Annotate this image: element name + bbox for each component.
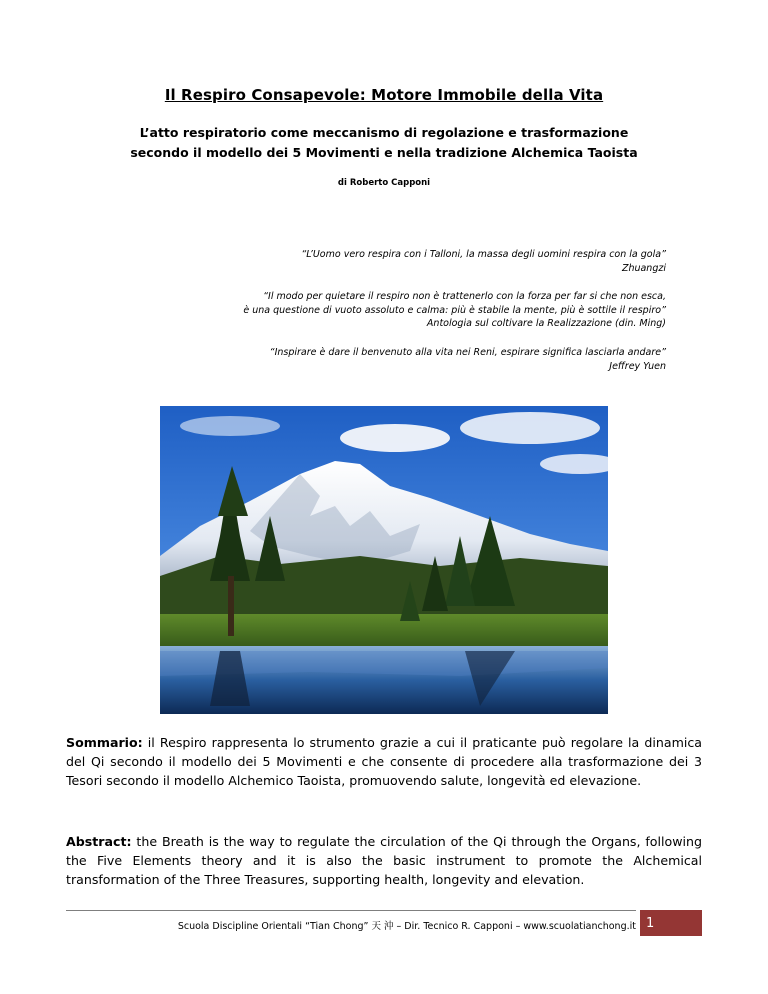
quote-source: Antologia sul coltivare la Realizzazione (din. Ming)	[426, 318, 666, 329]
quote-source: Zhuangzi	[621, 262, 666, 274]
quote-text: è una questione di vuoto assoluto e calma: più è stabile la mente, più è sottile il respiro”	[243, 304, 666, 316]
footer-divider	[66, 910, 636, 911]
abstract-paragraph	[66, 832, 702, 889]
document-title: Il Respiro Consapevole: Motore Immobile della Vita	[164, 86, 604, 104]
page-number: 1	[646, 915, 655, 931]
abstract-label: Abstract:	[66, 834, 132, 849]
epigraph-quote-1	[301, 248, 666, 275]
author-byline: di Roberto Capponi	[337, 178, 431, 188]
quote-text: “L’Uomo vero respira con i Talloni, la massa degli uomini respira con la gola”	[301, 249, 666, 260]
abstract-text: the Breath is the way to regulate the circulation of the Qi through the Organs, following the Five Elements theory and it is also the basic instrument to promote the Alchemical transformation of the Three Treasures, supporting health, longevity and elevation.	[66, 834, 702, 887]
mountain-lake-photo	[160, 406, 608, 714]
quote-text: “Il modo per quietare il respiro non è trattenerlo con la forza per far si che non esca,	[263, 291, 666, 302]
epigraph-quote-2	[243, 290, 666, 331]
subtitle-line-2: secondo il modello dei 5 Movimenti e nella tradizione Alchemica Taoista	[130, 145, 638, 160]
document-subtitle	[0, 123, 768, 163]
summary-paragraph	[66, 733, 702, 790]
footer-text: Scuola Discipline Orientali “Tian Chong” 天 沖 – Dir. Tecnico R. Capponi – www.scuolatianchong.it	[177, 921, 636, 932]
page-number-badge	[640, 910, 702, 936]
subtitle-line-1: L’atto respiratorio come meccanismo di regolazione e trasformazione	[139, 125, 629, 140]
epigraph-quote-3	[270, 346, 666, 373]
quote-text: “Inspirare è dare il benvenuto alla vita nei Reni, espirare significa lasciarla andare”	[269, 347, 666, 358]
summary-label: Sommario:	[66, 735, 143, 750]
quote-source: Jeffrey Yuen	[609, 360, 666, 372]
summary-text: il Respiro rappresenta lo strumento grazie a cui il praticante può regolare la dinamica del Qi secondo il modello dei 5 Movimenti e che consente di procedere alla trasformazione dei 3 Tesori secondo il modello Alchemico Taoista, promuovendo salute, longevità ed elevazione.	[66, 735, 702, 788]
